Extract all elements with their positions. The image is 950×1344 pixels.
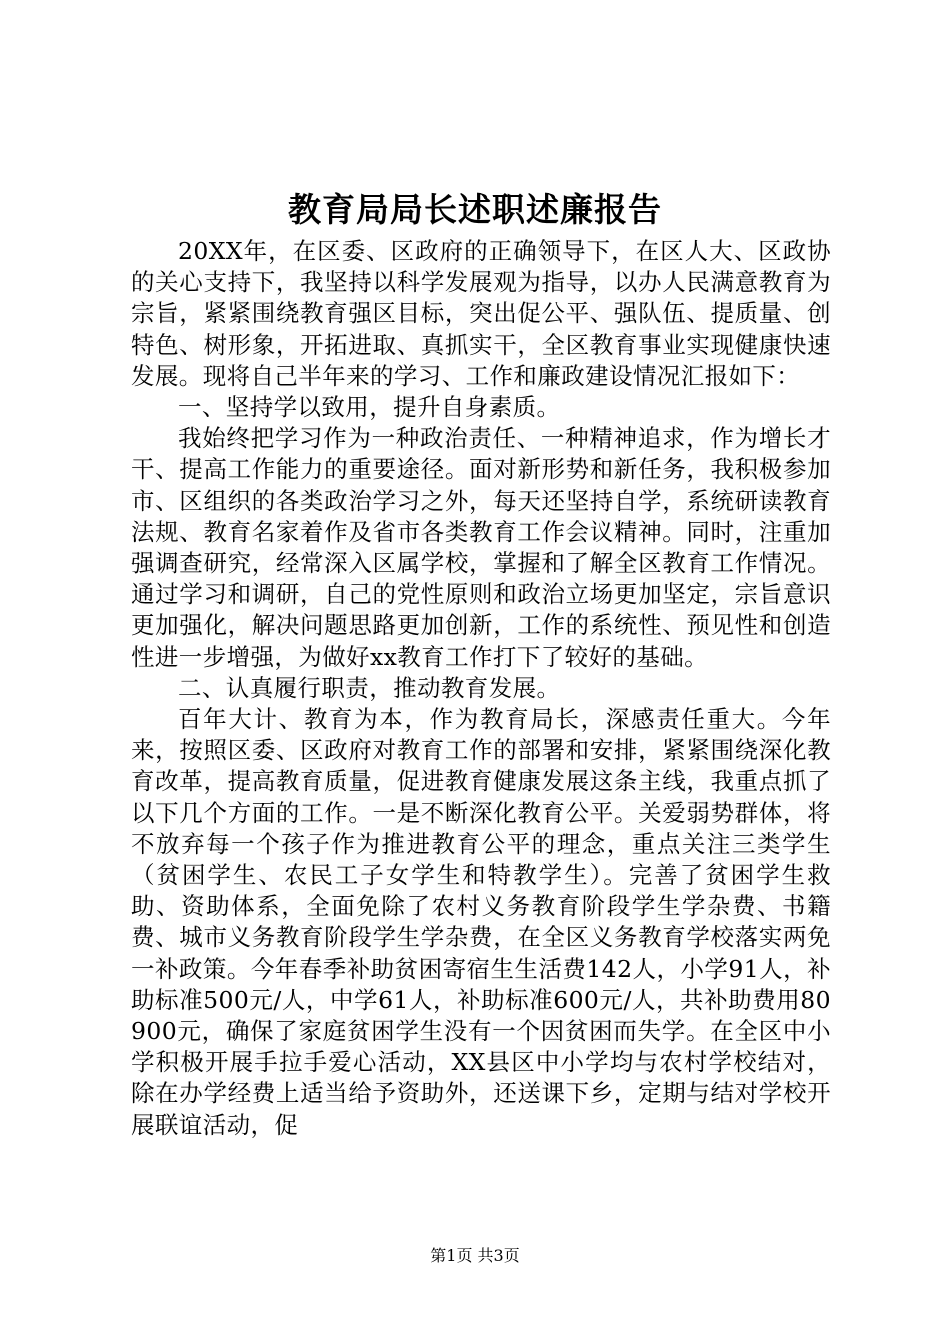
paragraph-study: 我始终把学习作为一种政治责任、一种精神追求，作为增长才干、提高工作能力的重要途径。面对新形势和新任务，我积极参加市、区组织的各类政治学习之外，每天还坚持自学，系统研读教育法规、教育名家着作及省市各类教育工作会议精神。同时，注重加强调查研究，经常深入区属学校，掌握和了解全区教育工作情况。通过学习和调研，自己的党性原则和政治立场更加坚定，宗旨意识更加强化，解决问题思路更加创新，工作的系统性、预见性和创造性进一步增强，为做好xx教育工作打下了较好的基础。 [131,424,831,671]
section-heading-1: 一、坚持学以致用，提升自身素质。 [178,393,561,422]
document-body [131,236,831,1141]
page-footer: 第1页 共3页 [430,1246,520,1265]
section-heading-2: 二、认真履行职责，推动教育发展。 [178,673,561,702]
paragraph-duties: 百年大计、教育为本，作为教育局长，深感责任重大。今年来，按照区委、区政府对教育工作的部署和安排，紧紧围绕深化教育改革，提高教育质量，促进教育健康发展这条主线，我重点抓了以下几个方面的工作。一是不断深化教育公平。关爱弱势群体，将不放弃每一个孩子作为推进教育公平的理念，重点关注三类学生（贫困学生、农民工子女学生和特教学生）。完善了贫困学生救助、资助体系，全面免除了农村义务教育阶段学生学杂费、书籍费、城市义务教育阶段学生学杂费，在全区义务教育学校落实两免一补政策。今年春季补助贫困寄宿生生活费142人，小学91人，补助标准500元/人，中学61人，补助标准600元/人，共补助费用80900元，确保了家庭贫困学生没有一个因贫困而失学。在全区中小学积极开展手拉手爱心活动，XX县区中小学均与农村学校结对，除在办学经费上适当给予资助外，还送课下乡，定期与结对学校开展联谊活动，促 [131,705,831,1139]
document-title: 教育局局长述职述廉报告 [288,190,662,229]
paragraph-intro: 20XX年，在区委、区政府的正确领导下，在区人大、区政协的关心支持下，我坚持以科学发展观为指导，以办人民满意教育为宗旨，紧紧围绕教育强区目标，突出促公平、强队伍、提质量、创特色、树形象，开拓进取、真抓实干，全区教育事业实现健康快速发展。现将自己半年来的学习、工作和廉政建设情况汇报如下： [131,237,831,390]
